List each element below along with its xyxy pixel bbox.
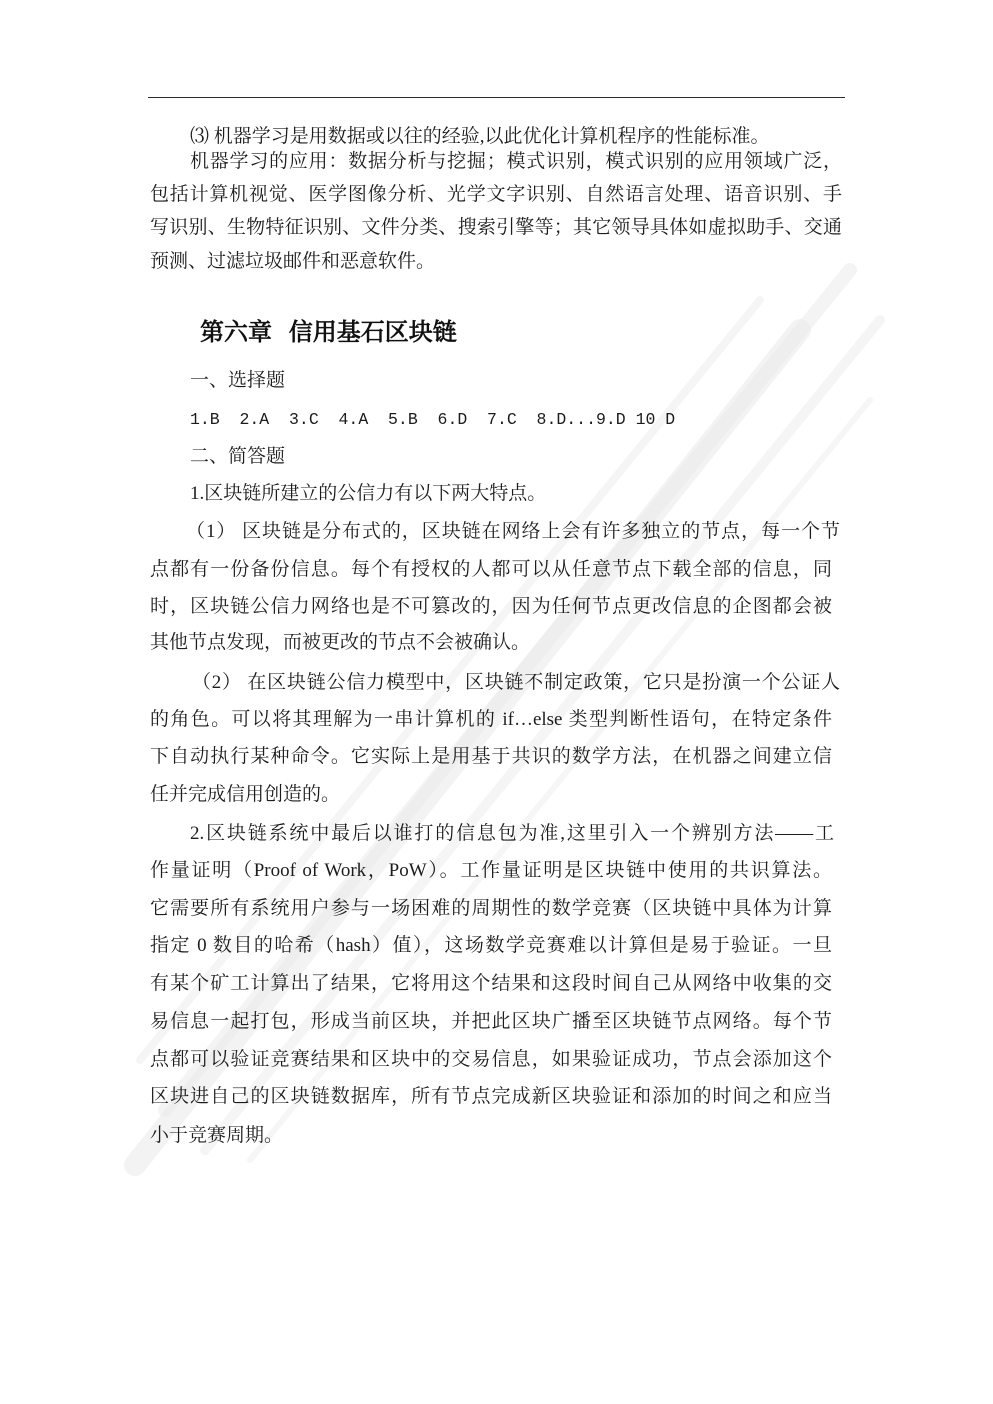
text-line: 点都可以验证竞赛结果和区块中的交易信息，如果验证成功，节点会添加这个 (150, 1049, 832, 1070)
text-line: 区块进自己的区块链数据库，所有节点完成新区块验证和添加的时间之和应当 (150, 1086, 832, 1107)
text-line: 下自动执行某种命令。它实际上是用基于共识的数学方法，在机器之间建立信 (150, 746, 832, 767)
section-heading-choice: 一、选择题 (190, 370, 286, 391)
text-line: 的角色。可以将其理解为一串计算机的 if…else 类型判断性语句，在特定条件 (150, 709, 832, 730)
text-line: 任并完成信用创造的。 (150, 784, 341, 805)
watermark-stripe (250, 400, 870, 1160)
text-line: 预测、过滤垃圾邮件和恶意软件。 (150, 251, 436, 272)
text-line: 指定 0 数目的哈希（hash）值），这场数学竞赛难以计算但是易于验证。一旦 (150, 935, 832, 956)
text-line: 作量证明（Proof of Work，PoW）。工作量证明是区块链中使用的共识算法。 (150, 860, 832, 881)
text-line: 有某个矿工计算出了结果，它将用这个结果和这段时间自己从网络中收集的交 (150, 973, 832, 994)
text-line: 时，区块链公信力网络也是不可篡改的，因为任何节点更改信息的企图都会被 (150, 596, 832, 617)
text-line: （2） 在区块链公信力模型中，区块链不制定政策，它只是扮演一个公证人 (192, 672, 840, 693)
text-line: 机器学习的应用：数据分析与挖掘；模式识别，模式识别的应用领域广泛， (190, 151, 842, 172)
text-line: 写识别、生物特征识别、文件分类、搜索引擎等；其它领导具体如虚拟助手、交通 (150, 217, 842, 238)
text-line: 易信息一起打包，形成当前区块，并把此区块广播至区块链节点网络。每个节 (150, 1011, 832, 1032)
text-line: 小于竞赛周期。 (150, 1125, 284, 1146)
text-line: 包括计算机视觉、医学图像分析、光学文字识别、自然语言处理、语音识别、手 (150, 184, 842, 205)
text-line: 点都有一份备份信息。每个有授权的人都可以从任意节点下载全部的信息，同 (150, 559, 832, 580)
choice-answers: 1.B 2.A 3.C 4.A 5.B 6.D 7.C 8.D...9.D 10 D (190, 410, 676, 429)
section-heading-short-answer: 二、简答题 (190, 446, 286, 467)
text-line: 2.区块链系统中最后以谁打的信息包为准,这里引入一个辨别方法——工 (190, 823, 834, 844)
text-line: 其他节点发现，而被更改的节点不会被确认。 (150, 632, 531, 653)
text-line: ⑶ 机器学习是用数据或以往的经验,以此优化计算机程序的性能标准。 (190, 126, 770, 147)
question-1-intro: 1.区块链所建立的公信力有以下两大特点。 (190, 483, 547, 504)
text-line: （1） 区块链是分布式的，区块链在网络上会有许多独立的节点，每一个节 (186, 521, 840, 542)
chapter-title: 第六章 信用基石区块链 (200, 318, 457, 346)
text-line: 它需要所有系统用户参与一场困难的周期性的数学竞赛（区块链中具体为计算 (150, 898, 832, 919)
header-rule (148, 97, 845, 98)
